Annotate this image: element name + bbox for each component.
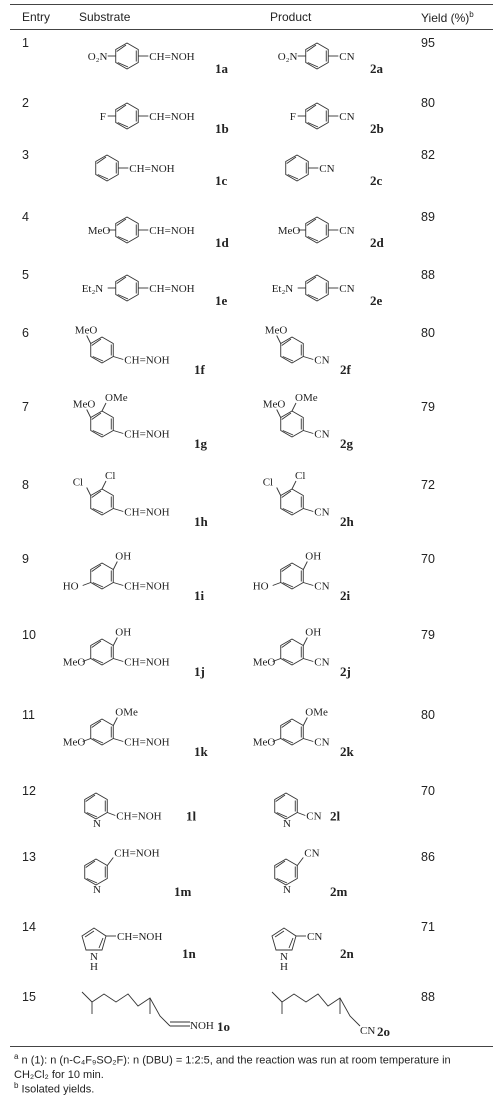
compound-label: 1o	[217, 1019, 230, 1034]
ring-nitrogen: N	[93, 884, 101, 896]
substrate-structure	[72, 844, 232, 908]
ring-nitrogen: N	[90, 951, 98, 963]
substituent: O₂N	[87, 51, 108, 63]
benzene-ring	[116, 275, 139, 301]
entry-number: 14	[22, 920, 36, 934]
substituent-2: OH	[115, 550, 132, 563]
oxime-group: CH=NOH	[114, 847, 160, 860]
oxime-group: CH=NOH	[124, 736, 170, 749]
benzene-ring	[306, 103, 329, 129]
yield-value: 70	[421, 784, 435, 798]
table-row	[0, 847, 503, 922]
nitrile-group: CN	[319, 163, 335, 175]
substrate-structure	[72, 320, 232, 384]
product-structure	[262, 472, 422, 536]
substituent: MeO	[252, 656, 276, 669]
table-row	[0, 392, 503, 472]
substituent: O₂N	[277, 51, 298, 63]
compound-label: 1a	[215, 61, 228, 76]
substituent: HO	[252, 580, 269, 593]
header-substrate: Substrate	[79, 10, 131, 24]
entry-number: 3	[22, 148, 29, 162]
compound-label: 2i	[340, 588, 351, 603]
entry-number: 1	[22, 36, 29, 50]
nitrile-group: CN	[314, 656, 330, 669]
compound-label: 2c	[370, 173, 383, 188]
yield-value: 80	[421, 708, 435, 722]
compound-label: 1d	[215, 235, 229, 250]
product-structure	[252, 622, 422, 686]
substrate-structure	[72, 984, 232, 1048]
substituent: Cl	[72, 476, 84, 489]
benzene-ring	[91, 411, 114, 437]
compound-label: 1m	[174, 884, 192, 899]
substituent: Et₂N	[271, 283, 294, 295]
ring-nitrogen: N	[283, 818, 291, 830]
product-structure	[262, 778, 422, 842]
ring-nh: H	[280, 961, 288, 973]
substituent: MeO	[252, 736, 276, 749]
oxime-group: NOH	[190, 1020, 214, 1032]
oxime-group: CH=NOH	[124, 428, 170, 441]
citral-chain	[82, 992, 170, 1026]
benzene-ring	[91, 337, 114, 363]
substituent-2: OMe	[295, 392, 318, 404]
product-structure	[262, 394, 422, 458]
yield-value: 70	[421, 552, 435, 566]
compound-label: 1h	[194, 514, 208, 529]
substituent: MeO	[74, 324, 98, 337]
entry-number: 15	[22, 990, 36, 1004]
yield-value: 82	[421, 148, 435, 162]
substituent-2: OH	[115, 626, 132, 639]
substrate-structure	[72, 914, 232, 978]
benzene-ring	[306, 217, 329, 243]
substituent-2: OH	[305, 626, 322, 639]
yield-value: 88	[421, 990, 435, 1004]
yield-value: 86	[421, 850, 435, 864]
product-structure	[262, 844, 422, 908]
substrate-structure	[62, 622, 232, 686]
benzene-ring	[116, 43, 139, 69]
substrate-structure	[72, 778, 232, 842]
oxime-group: CH=NOH	[149, 283, 195, 295]
benzene-ring	[116, 103, 139, 129]
substituent-2: Cl	[295, 470, 306, 482]
oxime-group: CH=NOH	[129, 163, 175, 175]
product-structure	[262, 984, 422, 1048]
pyridine-ring	[275, 859, 298, 885]
substituent: MeO	[264, 324, 288, 337]
benzene-ring	[281, 489, 304, 515]
footnote-a: $^a$ n (1): n (n-C₄F₉SO₂F): n (DBU) = 1:2:5, and the reaction was run at room temperature in CH₂Cl₂ for 10 min.	[14, 1052, 451, 1081]
oxime-group: CH=NOH	[149, 111, 195, 123]
substituent: MeO	[87, 225, 111, 237]
substrate-structure	[72, 262, 232, 326]
citral-chain	[272, 992, 360, 1026]
substituent-2: OMe	[105, 392, 128, 404]
compound-label: 2m	[330, 884, 348, 899]
compound-label: 2b	[370, 121, 384, 136]
benzene-ring	[286, 155, 309, 181]
compound-label: 2l	[330, 808, 341, 824]
compound-label: 1l	[186, 808, 197, 824]
yield-value: 71	[421, 920, 435, 934]
table-row	[0, 920, 503, 992]
table-row	[0, 708, 503, 780]
nitrile-group: CN	[339, 51, 355, 63]
product-structure	[252, 546, 422, 610]
substrate-structure	[72, 204, 232, 268]
product-structure	[262, 142, 422, 206]
compound-label: 1g	[194, 436, 207, 451]
compound-label: 2h	[340, 514, 354, 529]
nitrile-group: CN	[360, 1025, 376, 1037]
compound-label: 2o	[377, 1024, 390, 1039]
compound-label: 1b	[215, 121, 229, 136]
benzene-ring	[116, 217, 139, 243]
substituent: MeO	[262, 398, 286, 411]
compound-label: 2a	[370, 61, 383, 76]
entry-number: 13	[22, 850, 36, 864]
yield-value: 79	[421, 400, 435, 414]
substrate-structure	[72, 394, 232, 458]
benzene-ring	[281, 411, 304, 437]
nitrile-group: CN	[304, 847, 320, 860]
compound-label: 1c	[215, 173, 228, 188]
nitrile-group: CN	[339, 283, 355, 295]
benzene-ring	[281, 337, 304, 363]
product-structure	[262, 30, 422, 94]
substituent-2: Cl	[105, 470, 116, 482]
nitrile-group: CN	[314, 428, 330, 441]
compound-label: 2f	[340, 362, 351, 377]
substituent: F	[99, 111, 106, 123]
yield-value: 72	[421, 478, 435, 492]
pyridine-ring	[275, 793, 298, 819]
entry-number: 10	[22, 628, 36, 642]
nitrile-group: CN	[314, 354, 330, 367]
header-entry: Entry	[22, 10, 51, 24]
product-structure	[262, 204, 422, 268]
table-row	[0, 552, 503, 624]
entry-number: 7	[22, 400, 29, 414]
compound-label: 1e	[215, 293, 228, 308]
oxime-group: CH=NOH	[124, 354, 170, 367]
benzene-ring	[91, 719, 114, 745]
benzene-ring	[96, 155, 119, 181]
oxime-group: CH=NOH	[117, 931, 163, 943]
compound-label: 2e	[370, 293, 383, 308]
compound-label: 1j	[194, 664, 205, 679]
ring-nitrogen: N	[93, 818, 101, 830]
substrate-structure	[72, 472, 232, 536]
benzene-ring	[281, 639, 304, 665]
product-structure	[262, 320, 422, 384]
substrate-structure	[62, 546, 232, 610]
oxime-group: CH=NOH	[124, 506, 170, 519]
compound-label: 2d	[370, 235, 384, 250]
footnote-b: $^b$ Isolated yields.	[14, 1081, 95, 1096]
compound-label: 2j	[340, 664, 351, 679]
yield-value: 89	[421, 210, 435, 224]
header-product: Product	[270, 10, 312, 24]
entry-number: 11	[22, 708, 35, 722]
substituent-2: OMe	[115, 706, 138, 719]
ring-nh: H	[90, 961, 98, 973]
nitrile-group: CN	[314, 580, 330, 593]
benzene-ring	[281, 719, 304, 745]
substituent: MeO	[62, 656, 86, 669]
substrate-structure	[72, 142, 232, 206]
substrate-structure	[62, 702, 232, 766]
substituent-2: OMe	[305, 706, 328, 719]
yield-value: 80	[421, 96, 435, 110]
substrate-structure	[72, 30, 232, 94]
yield-value: 80	[421, 326, 435, 340]
compound-label: 2g	[340, 436, 353, 451]
entry-number: 8	[22, 478, 29, 492]
benzene-ring	[281, 563, 304, 589]
entry-number: 9	[22, 552, 29, 566]
table-row	[0, 628, 503, 700]
table-row	[0, 326, 503, 398]
substituent: Et₂N	[81, 283, 104, 295]
substituent: MeO	[72, 398, 96, 411]
top-rule	[10, 4, 493, 5]
oxime-group: CH=NOH	[116, 810, 162, 823]
compound-label: 1f	[194, 362, 205, 377]
header-yield: Yield (%)$^b$	[421, 10, 474, 25]
benzene-ring	[91, 639, 114, 665]
substituent: Cl	[262, 476, 274, 489]
product-structure	[252, 702, 422, 766]
entry-number: 4	[22, 210, 29, 224]
substituent: MeO	[277, 225, 301, 237]
substituent-2: OH	[305, 550, 322, 563]
substituent: HO	[62, 580, 79, 593]
table-row	[0, 470, 503, 550]
product-structure	[262, 262, 422, 326]
benzene-ring	[306, 275, 329, 301]
substituent: F	[289, 111, 296, 123]
compound-label: 2k	[340, 744, 354, 759]
yield-value: 95	[421, 36, 435, 50]
compound-label: 2n	[340, 946, 354, 961]
nitrile-group: CN	[314, 506, 330, 519]
entry-number: 6	[22, 326, 29, 340]
entry-number: 5	[22, 268, 29, 282]
compound-label: 1i	[194, 588, 205, 603]
ring-nitrogen: N	[283, 884, 291, 896]
nitrile-group: CN	[339, 111, 355, 123]
ring-nitrogen: N	[280, 951, 288, 963]
entry-number: 12	[22, 784, 36, 798]
oxime-group: CH=NOH	[149, 225, 195, 237]
yield-value: 79	[421, 628, 435, 642]
benzene-ring	[306, 43, 329, 69]
oxime-group: CH=NOH	[149, 51, 195, 63]
substituent: MeO	[62, 736, 86, 749]
nitrile-group: CN	[339, 225, 355, 237]
entry-number: 2	[22, 96, 29, 110]
pyridine-ring	[85, 793, 108, 819]
product-structure	[262, 914, 422, 978]
benzene-ring	[91, 489, 114, 515]
nitrile-group: CN	[314, 736, 330, 749]
benzene-ring	[91, 563, 114, 589]
oxime-group: CH=NOH	[124, 656, 170, 669]
pyridine-ring	[85, 859, 108, 885]
compound-label: 1n	[182, 946, 196, 961]
yield-value: 88	[421, 268, 435, 282]
nitrile-group: CN	[306, 810, 322, 823]
compound-label: 1k	[194, 744, 208, 759]
nitrile-group: CN	[307, 931, 323, 943]
bottom-rule	[10, 1046, 493, 1047]
oxime-group: CH=NOH	[124, 580, 170, 593]
